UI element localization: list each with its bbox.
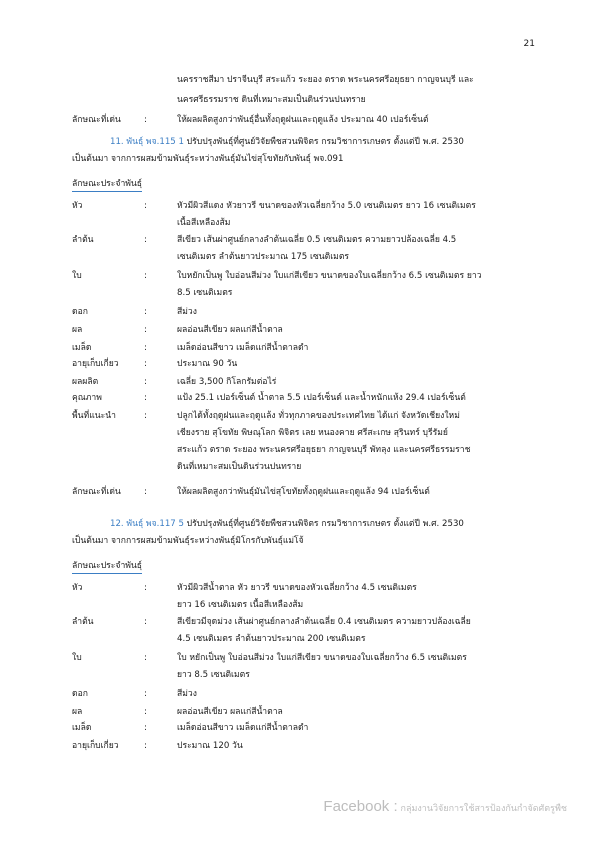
attribute-value-line: หัวมีผิวสีน้ำตาล หัว ยาวรี ขนาดของหัวเฉลี่ยกว้าง 4.5 เซนติเมตร <box>177 583 417 593</box>
attribute-colon: : <box>144 741 147 751</box>
attribute-value-line: ใบหยักเป็นพู ใบอ่อนสีม่วง ใบแก่สีเขียว ขนาดของใบเฉลี่ยกว้าง 6.5 เซนติเมตร ยาว <box>177 271 482 281</box>
intro-feature-row <box>72 114 542 127</box>
variety-12-heading: 12. พันธุ์ พจ.117 5 <box>110 519 184 529</box>
attribute-value-line: เมล็ดอ่อนสีขาว เมล็ดแก่สีน้ำตาลดำ <box>177 343 309 353</box>
attribute-label: ดอก <box>72 689 88 699</box>
attribute-colon: : <box>144 707 147 717</box>
row-value: ให้ผลผลิตสูงกว่าพันธุ์อื่นทั้งฤดูฝนและฤดูแล้ง ประมาณ 40 เปอร์เซ็นต์ <box>177 115 429 125</box>
row-label: ลักษณะที่เด่น <box>72 115 121 125</box>
attribute-row <box>72 324 542 337</box>
attribute-row <box>72 392 542 405</box>
attribute-label: อายุเก็บเกี่ยว <box>72 359 119 369</box>
attribute-label: อายุเก็บเกี่ยว <box>72 741 119 751</box>
attribute-label: ผล <box>72 707 83 717</box>
attribute-value-line: ผลอ่อนสีเขียว ผลแก่สีน้ำตาล <box>177 325 283 335</box>
attribute-value-line: ยาว 8.5 เซนติเมตร <box>177 670 250 680</box>
variety-11-intro <box>72 136 538 165</box>
variety-12-line1: ปรับปรุงพันธุ์ที่ศูนย์วิจัยพืชสวนพิจิตร กรมวิชาการเกษตร ตั้งแต่ปี พ.ศ. 2530 <box>183 519 464 529</box>
attribute-colon: : <box>144 307 147 317</box>
attribute-row <box>72 376 542 389</box>
footer <box>323 798 567 816</box>
attribute-colon: : <box>144 343 147 353</box>
attribute-label: ลักษณะที่เด่น <box>72 487 121 497</box>
facebook-label: Facebook : <box>323 798 398 815</box>
attribute-value-line: เซนติเมตร ลำต้นยาวประมาณ 175 เซนติเมตร <box>177 252 350 262</box>
attribute-label: พื้นที่แนะนำ <box>72 411 116 421</box>
attribute-colon: : <box>144 411 147 421</box>
attribute-row <box>72 486 542 499</box>
attribute-value-line: เมล็ดอ่อนสีขาว เมล็ดแก่สีน้ำตาลดำ <box>177 723 309 733</box>
attribute-colon: : <box>144 201 147 211</box>
attribute-colon: : <box>144 377 147 387</box>
attribute-label: เมล็ด <box>72 723 92 733</box>
attribute-value-line: ผลอ่อนสีเขียว ผลแก่สีน้ำตาล <box>177 707 283 717</box>
attribute-value-line: สีม่วง <box>177 689 197 699</box>
attribute-label: หัว <box>72 583 83 593</box>
attribute-label: ผลผลิต <box>72 377 99 387</box>
variety-11-heading: 11. พันธุ์ พจ.115 1 <box>110 137 184 147</box>
attribute-value-line: ยาว 16 เซนติเมตร เนื้อสีเหลืองส้ม <box>177 600 304 610</box>
attribute-label: ลำต้น <box>72 235 94 245</box>
row-colon: : <box>144 115 147 125</box>
attribute-value-line: หัวมีผิวสีแดง หัวยาวรี ขนาดของหัวเฉลี่ยกว้าง 5.0 เซนติเมตร ยาว 16 เซนติเมตร <box>177 201 476 211</box>
attribute-value-line: สีเขียวมีจุดม่วง เส้นผ่าศูนย์กลางลำต้นเฉลี่ย 0.4 เซนติเมตร ความยาวปล้องเฉลี่ย <box>177 617 471 627</box>
variety-11-line1: ปรับปรุงพันธุ์ที่ศูนย์วิจัยพืชสวนพิจิตร กรมวิชาการเกษตร ตั้งแต่ปี พ.ศ. 2530 <box>183 137 464 147</box>
attribute-colon: : <box>144 653 147 663</box>
attribute-label: ลำต้น <box>72 617 94 627</box>
attribute-colon: : <box>144 583 147 593</box>
attribute-colon: : <box>144 359 147 369</box>
attribute-row <box>72 342 542 355</box>
attribute-value-line: ประมาณ 120 วัน <box>177 741 243 751</box>
intro-line-2: นครศรีธรรมราช ดินที่เหมาะสมเป็นดินร่วนปนทราย <box>177 95 366 105</box>
attribute-value-line: เนื้อสีเหลืองส้ม <box>177 218 231 228</box>
attribute-value-line: เฉลี่ย 3,500 กิโลกรัมต่อไร่ <box>177 377 277 387</box>
attribute-colon: : <box>144 325 147 335</box>
attribute-label: ดอก <box>72 307 88 317</box>
attribute-row <box>72 270 542 298</box>
attribute-row <box>72 706 542 719</box>
attribute-colon: : <box>144 393 147 403</box>
attribute-row <box>72 582 542 610</box>
attribute-value-line: สระแก้ว ตราด ระยอง พระนครศรีอยุธยา กาญจนบุรี พัทลุง และนครศรีธรรมราช <box>177 445 471 455</box>
attribute-row <box>72 306 542 319</box>
attribute-label: ใบ <box>72 653 82 663</box>
intro-line-1: นครราชสีมา ปราจีนบุรี สระแก้ว ระยอง ตราด พระนครศรีอยุธยา กาญจนบุรี และ <box>177 75 474 85</box>
attribute-colon: : <box>144 617 147 627</box>
attribute-row <box>72 200 542 228</box>
variety-11-section-title: ลักษณะประจำพันธุ์ <box>72 178 142 192</box>
attribute-row <box>72 358 542 371</box>
attribute-row <box>72 688 542 701</box>
attribute-row <box>72 740 542 753</box>
attribute-value-line: 4.5 เซนติเมตร ลำต้นยาวประมาณ 200 เซนติเมตร <box>177 634 366 644</box>
attribute-label: หัว <box>72 201 83 211</box>
attribute-value-line: สีเขียว เส้นผ่าศูนย์กลางลำต้นเฉลี่ย 0.5 เซนติเมตร ความยาวปล้องเฉลี่ย 4.5 <box>177 235 457 245</box>
variety-11-line2: เป็นต้นมา จากการผสมข้ามพันธุ์ระหว่างพันธุ์มันไข่สุโขทัยกับพันธุ์ พจ.091 <box>72 153 344 164</box>
attribute-row <box>72 616 542 644</box>
attribute-value-line: 8.5 เซนติเมตร <box>177 288 233 298</box>
attribute-value-line: สีม่วง <box>177 307 197 317</box>
attribute-label: ผล <box>72 325 83 335</box>
attribute-value-line: ใบ หยักเป็นพู ใบอ่อนสีม่วง ใบแก่สีเขียว ขนาดของใบเฉลี่ยกว้าง 6.5 เซนติเมตร <box>177 653 467 663</box>
attribute-value-line: ดินที่เหมาะสมเป็นดินร่วนปนทราย <box>177 462 302 472</box>
facebook-group-name: กลุ่มงานวิจัยการใช้สารป้องกันกำจัดศัตรูพืช <box>397 804 567 814</box>
attribute-value-line: ประมาณ 90 วัน <box>177 359 238 369</box>
attribute-row <box>72 722 542 735</box>
attribute-colon: : <box>144 235 147 245</box>
attribute-value-line: แป้ง 25.1 เปอร์เซ็นต์ น้ำตาล 5.5 เปอร์เซ็นต์ และน้ำหนักแห้ง 29.4 เปอร์เซ็นต์ <box>177 393 466 403</box>
attribute-label: เมล็ด <box>72 343 92 353</box>
attribute-colon: : <box>144 689 147 699</box>
attribute-value-line: ปลูกได้ทั้งฤดูฝนและฤดูแล้ง ทั่วทุกภาคของประเทศไทย ได้แก่ จังหวัดเชียงใหม่ <box>177 411 460 421</box>
attribute-row <box>72 234 542 262</box>
attribute-colon: : <box>144 271 147 281</box>
attribute-value-line: เชียงราย สุโขทัย พิษณุโลก พิจิตร เลย หนองคาย ศรีสะเกษ สุรินทร์ บุรีรัมย์ <box>177 428 448 438</box>
attribute-colon: : <box>144 723 147 733</box>
page-number: 21 <box>523 39 535 49</box>
variety-12-line2: เป็นต้นมา จากการผสมข้ามพันธุ์ระหว่างพันธุ์มิโกรกับพันธุ์แม่โจ้ <box>72 535 304 546</box>
variety-12-intro <box>72 518 538 547</box>
attribute-value-line: ให้ผลผลิตสูงกว่าพันธุ์มันไข่สุโขทัยทั้งฤดูฝนและฤดูแล้ง 94 เปอร์เซ็นต์ <box>177 487 430 497</box>
attribute-label: คุณภาพ <box>72 393 102 403</box>
attribute-colon: : <box>144 487 147 497</box>
attribute-label: ใบ <box>72 271 82 281</box>
attribute-row <box>72 652 542 680</box>
attribute-row <box>72 410 542 472</box>
variety-12-section-title: ลักษณะประจำพันธุ์ <box>72 560 142 574</box>
